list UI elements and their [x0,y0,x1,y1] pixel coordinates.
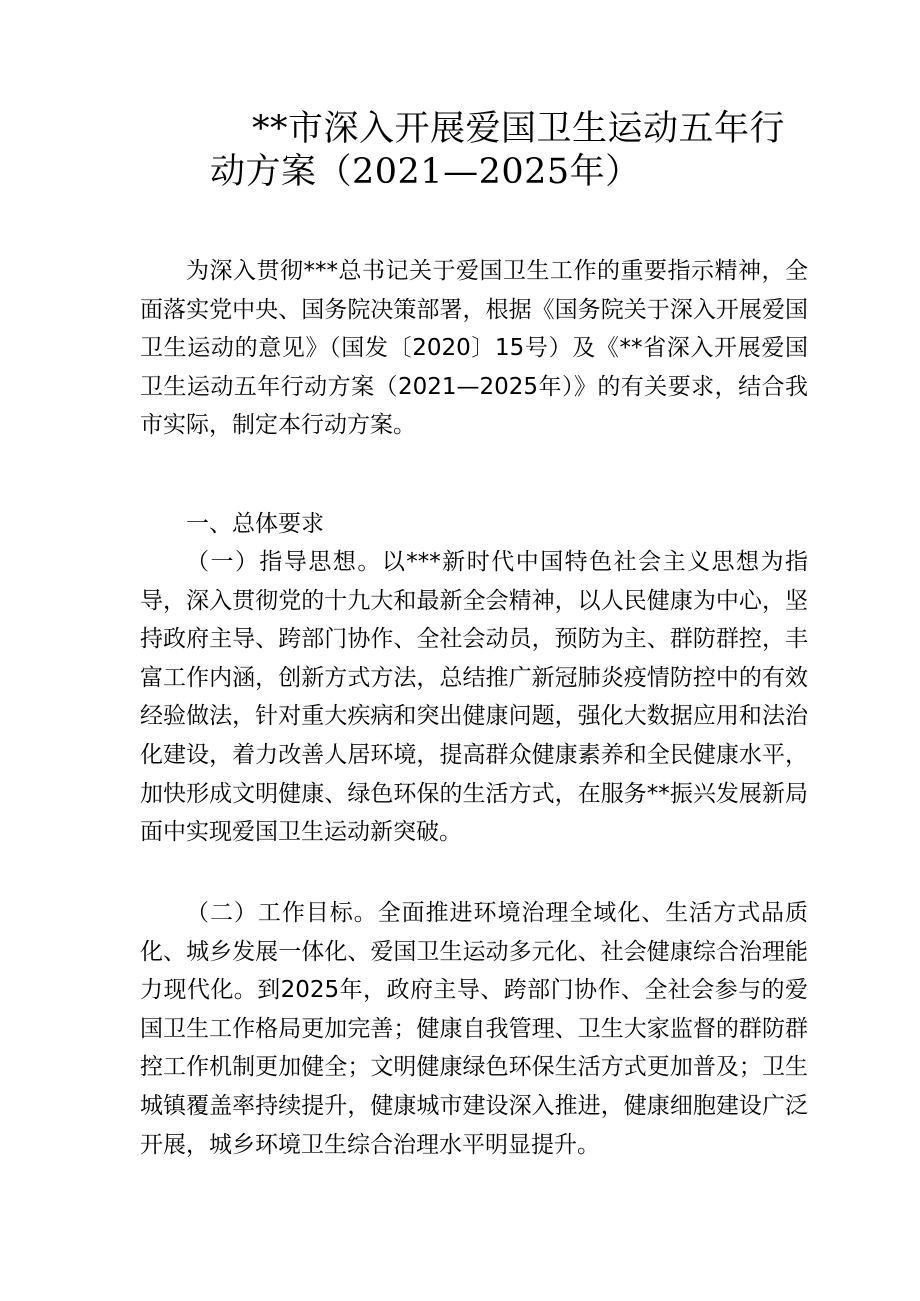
section-heading-general-requirements: 一、总体要求 [186,511,324,537]
document-title-line-1: **市深入开展爱国卫生运动五年行 [252,109,786,149]
intro-paragraph: 为深入贯彻***总书记关于爱国卫生工作的重要指示精神，全面落实党中央、国务院决策部署，根据《国务院关于深入开展爱国卫生运动的意见》（国发〔2020〕15号）及《**省深入开展爱国卫生运动五年行动方案（2021—2025年）》的有关要求，结合我市实际，制定本行动方案。 [140,258,808,439]
work-goals-paragraph: （二）工作目标。全面推进环境治理全域化、生活方式品质化、城乡发展一体化、爱国卫生运动多元化、社会健康综合治理能力现代化。到2025年，政府主导、跨部门协作、全社会参与的爱国卫生工作格局更加完善；健康自我管理、卫生大家监督的群防群控工作机制更加健全；文明健康绿色环保生活方式更加普及；卫生城镇覆盖率持续提升，健康城市建设深入推进，健康细胞建设广泛开展，城乡环境卫生综合治理水平明显提升。 [140,900,808,1158]
guiding-ideology-paragraph: （一）指导思想。以***新时代中国特色社会主义思想为指导，深入贯彻党的十九大和最新全会精神，以人民健康为中心，坚持政府主导、跨部门协作、全社会动员，预防为主、群防群控，丰富工作内涵，创新方式方法，总结推广新冠肺炎疫情防控中的有效经验做法，针对重大疾病和突出健康问题，强化大数据应用和法治化建设，着力改善人居环境，提高群众健康素养和全民健康水平，加快形成文明健康、绿色环保的生活方式，在服务**振兴发展新局面中实现爱国卫生运动新突破。 [140,549,808,846]
document-title-line-2: 动方案（2021—2025年） [210,152,641,192]
